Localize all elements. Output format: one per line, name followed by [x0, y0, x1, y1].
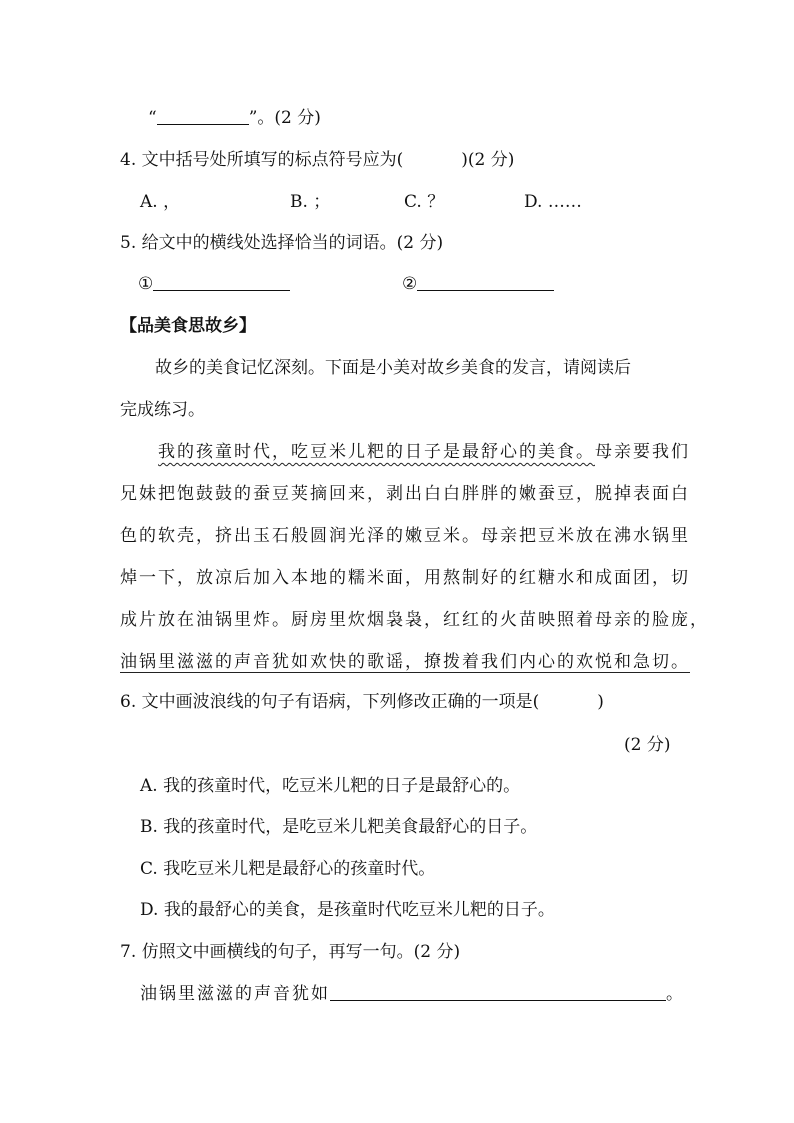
q6-score: (2 分)	[624, 735, 671, 755]
passage-line-2: 兄妹把饱鼓鼓的蚕豆荚摘回来，剥出白白胖胖的嫩蚕豆，脱掉表面白	[120, 484, 690, 504]
q5-answer-blank-2[interactable]	[417, 272, 554, 291]
passage-line-1: 我的孩童时代，吃豆米儿粑的日子是最舒心的美食。母亲要我们	[158, 442, 690, 462]
wavy-underlined-sentence: 我的孩童时代，吃豆米儿粑的日子是最舒心的美食。	[158, 442, 595, 462]
q5-blank-2: ②	[402, 272, 554, 296]
q7-answer-line: 油锅里滋滋的声音犹如 。	[140, 984, 685, 1004]
q4-option-c: C. ？	[404, 192, 445, 212]
section-title: 【品美食思故乡】	[120, 316, 256, 336]
q4-option-d: D. ……	[524, 192, 582, 212]
q6-option-c: C. 我吃豆米儿粑是最舒心的孩童时代。	[140, 859, 436, 879]
section-intro-line-1: 故乡的美食记忆深刻。下面是小美对故乡美食的发言，请阅读后	[155, 358, 631, 378]
q6-stem: 6. 文中画波浪线的句子有语病，下列修改正确的一项是( )	[120, 692, 604, 712]
q5-answer-blank-1[interactable]	[153, 272, 290, 291]
q6-option-a: A. 我的孩童时代，吃豆米儿粑的日子是最舒心的。	[140, 776, 521, 796]
q3-score: ”。(2 分)	[248, 108, 321, 128]
q5-blank-1: ①	[138, 272, 290, 296]
q3-answer-line	[148, 106, 321, 130]
q7-stem: 7. 仿照文中画横线的句子，再写一句。(2 分)	[120, 942, 461, 962]
open-quote: “	[148, 108, 157, 128]
q7-answer-blank[interactable]	[330, 982, 666, 1001]
passage-line-6	[120, 650, 690, 674]
q6-option-d: D. 我的最舒心的美食，是孩童时代吃豆米儿粑的日子。	[140, 900, 555, 920]
passage-line-3: 色的软壳，挤出玉石般圆润光泽的嫩豆米。母亲把豆米放在沸水锅里	[120, 526, 690, 546]
section-intro-line-2: 完成练习。	[120, 400, 205, 420]
passage-line-4: 焯一下，放凉后加入本地的糯米面，用熬制好的红糖水和成面团，切	[120, 568, 690, 588]
q6-option-b: B. 我的孩童时代，是吃豆米儿粑美食最舒心的日子。	[140, 817, 538, 837]
passage-line-5: 成片放在油锅里炸。厨房里炊烟袅袅，红红的火苗映照着母亲的脸庞，	[120, 610, 709, 630]
q4-option-b: B. ；	[290, 192, 331, 212]
straight-underlined-sentence: 油锅里滋滋的声音犹如欢快的歌谣，撩拨着我们内心的欢悦和急切。	[120, 652, 690, 672]
q4-option-a: A. ，	[140, 192, 181, 212]
q3-answer-blank[interactable]	[157, 106, 249, 125]
q5-stem: 5. 给文中的横线处选择恰当的词语。(2 分)	[120, 233, 444, 253]
q4-stem: 4. 文中括号处所填写的标点符号应为( )(2 分)	[120, 150, 515, 170]
